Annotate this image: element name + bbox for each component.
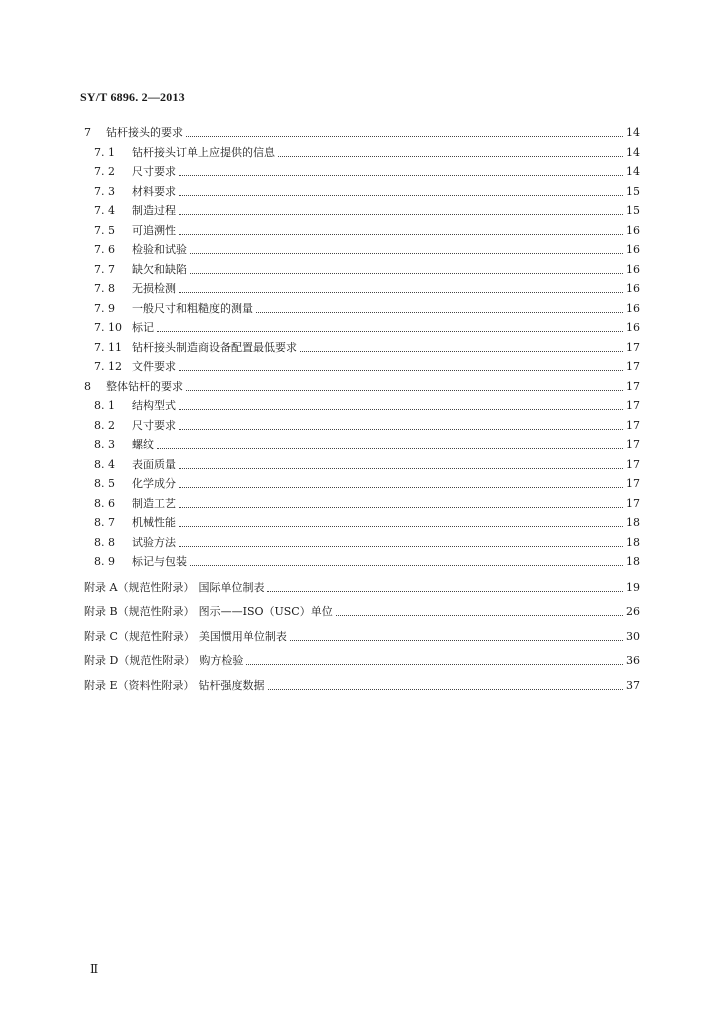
toc-section-entry[interactable]	[94, 321, 640, 335]
appendix-label: 附录 B（规范性附录）	[84, 605, 195, 618]
toc-title: 检验和试验	[132, 243, 187, 256]
toc-appendix-entry[interactable]	[84, 679, 640, 693]
toc-title: 图示——ISO（USC）单位	[198, 605, 333, 618]
appendix-label: 附录 D（规范性附录）	[84, 654, 196, 667]
toc-page-number: 26	[626, 605, 640, 618]
toc-title: 标记	[132, 321, 154, 334]
dot-leader	[290, 639, 623, 641]
toc-number: 7	[84, 126, 91, 139]
toc-title: 表面质量	[132, 457, 176, 471]
toc-page-number: 17	[626, 379, 640, 393]
toc-page-number: 15	[626, 204, 640, 217]
toc-appendix-entry[interactable]	[84, 654, 640, 668]
toc-title: 整体钻杆的要求	[106, 379, 183, 393]
toc-title: 化学成分	[132, 477, 176, 490]
dot-leader	[186, 389, 623, 391]
toc-title: 制造工艺	[132, 496, 176, 510]
toc-page-number: 17	[626, 418, 640, 432]
toc-number: 8. 3	[94, 438, 115, 451]
toc-number: 8. 6	[94, 496, 115, 510]
toc-page-number: 16	[626, 301, 640, 315]
toc-number: 7. 10	[94, 321, 122, 334]
dot-leader	[179, 408, 623, 410]
toc-title: 无损检测	[132, 282, 176, 295]
dot-leader	[157, 330, 623, 332]
dot-leader	[179, 213, 623, 215]
toc-section-entry[interactable]	[94, 399, 640, 413]
dot-leader	[186, 135, 623, 137]
toc-number: 7. 5	[94, 223, 115, 237]
dot-leader	[336, 614, 623, 616]
dot-leader	[190, 272, 623, 274]
toc-title: 购方检验	[199, 654, 244, 667]
toc-number: 8. 4	[94, 457, 115, 471]
toc-appendix-entry[interactable]	[84, 605, 640, 619]
toc-number: 8	[84, 379, 91, 393]
toc-title: 尺寸要求	[132, 165, 176, 178]
toc-section-entry[interactable]	[94, 243, 640, 257]
dot-leader	[179, 194, 623, 196]
dot-leader	[300, 350, 623, 352]
toc-section-entry[interactable]	[94, 360, 640, 374]
toc-section-entry[interactable]	[94, 555, 640, 569]
toc-page-number: 14	[626, 126, 640, 139]
toc-section-entry[interactable]	[94, 204, 640, 218]
toc-title: 缺欠和缺陷	[132, 262, 187, 276]
toc-number: 7. 7	[94, 262, 115, 276]
toc-number: 8. 5	[94, 477, 115, 490]
dot-leader	[246, 663, 623, 665]
dot-leader	[179, 486, 623, 488]
dot-leader	[256, 311, 623, 313]
toc-title: 机械性能	[132, 516, 176, 529]
toc-page-number: 16	[626, 282, 640, 295]
dot-leader	[179, 291, 623, 293]
toc-title: 美国惯用单位制表	[198, 629, 287, 643]
toc-title: 文件要求	[132, 360, 176, 373]
toc-page-number: 17	[626, 477, 640, 490]
toc-section-entry[interactable]	[94, 497, 640, 511]
toc-page-number: 19	[626, 580, 640, 594]
toc-title: 一般尺寸和粗糙度的测量	[132, 301, 253, 315]
toc-section-entry[interactable]	[94, 536, 640, 550]
dot-leader	[179, 545, 623, 547]
toc-title: 螺纹	[132, 438, 154, 451]
toc-section-entry[interactable]	[94, 302, 640, 316]
toc-chapter-entry[interactable]	[84, 126, 640, 140]
toc-section-entry[interactable]	[94, 146, 640, 160]
toc-number: 7. 3	[94, 184, 115, 198]
toc-page-number: 16	[626, 262, 640, 276]
toc-page-number: 17	[626, 438, 640, 451]
dot-leader	[179, 174, 623, 176]
dot-leader	[157, 447, 623, 449]
dot-leader	[278, 155, 623, 157]
toc-title: 材料要求	[132, 184, 176, 198]
toc-title: 钻杆接头的要求	[106, 126, 183, 139]
dot-leader	[267, 590, 623, 592]
toc-section-entry[interactable]	[94, 282, 640, 296]
toc-page-number: 36	[626, 654, 640, 667]
toc-section-entry[interactable]	[94, 263, 640, 277]
toc-page-number: 14	[626, 145, 640, 159]
toc-page-number: 16	[626, 223, 640, 237]
toc-title: 制造过程	[132, 204, 176, 217]
toc-section-entry[interactable]	[94, 458, 640, 472]
toc-number: 7. 9	[94, 301, 115, 315]
toc-page-number: 15	[626, 184, 640, 198]
toc-title: 标记与包装	[132, 555, 187, 568]
toc-section-entry[interactable]	[94, 185, 640, 199]
toc-title: 试验方法	[132, 535, 176, 549]
toc-section-entry[interactable]	[94, 438, 640, 452]
toc-title: 国际单位制表	[198, 580, 265, 594]
toc-section-entry[interactable]	[94, 341, 640, 355]
toc-page-number: 18	[626, 555, 640, 568]
toc-number: 8. 2	[94, 418, 115, 432]
toc-page-number: 14	[626, 165, 640, 178]
toc-title: 尺寸要求	[132, 418, 176, 432]
toc-number: 7. 8	[94, 282, 115, 295]
toc-section-entry[interactable]	[94, 516, 640, 530]
toc-page-number: 18	[626, 516, 640, 529]
toc-number: 7. 12	[94, 360, 122, 373]
toc-page-number: 30	[626, 629, 640, 643]
toc-number: 7. 11	[94, 340, 122, 354]
toc-section-entry[interactable]	[94, 419, 640, 433]
toc-title: 结构型式	[132, 399, 176, 412]
toc-appendix-entry[interactable]	[84, 581, 640, 595]
toc-chapter-entry[interactable]	[84, 380, 640, 394]
toc-title: 可追溯性	[132, 223, 176, 237]
toc-number: 7. 6	[94, 243, 115, 256]
dot-leader	[179, 369, 623, 371]
toc-page-number: 17	[626, 360, 640, 373]
toc-number: 7. 1	[94, 145, 115, 159]
page-number: Ⅱ	[90, 962, 99, 976]
dot-leader	[179, 428, 623, 430]
toc-title: 钻杆接头订单上应提供的信息	[132, 145, 275, 159]
toc-section-entry[interactable]	[94, 477, 640, 491]
toc-page-number: 18	[626, 535, 640, 549]
dot-leader	[179, 506, 623, 508]
document-code: SY/T 6896. 2—2013	[80, 90, 185, 104]
toc-number: 7. 4	[94, 204, 115, 217]
toc-number: 8. 7	[94, 516, 115, 529]
appendix-label: 附录 E（资料性附录）	[84, 678, 195, 692]
toc-page-number: 17	[626, 496, 640, 510]
toc-number: 7. 2	[94, 165, 115, 178]
toc-appendix-entry[interactable]	[84, 630, 640, 644]
toc-page-number: 17	[626, 457, 640, 471]
toc-title: 钻杆强度数据	[198, 678, 265, 692]
dot-leader	[190, 252, 623, 254]
appendix-label: 附录 C（规范性附录）	[84, 629, 195, 643]
dot-leader	[179, 233, 623, 235]
dot-leader	[179, 525, 623, 527]
toc-title: 钻杆接头制造商设备配置最低要求	[132, 340, 297, 354]
toc-page-number: 17	[626, 340, 640, 354]
appendix-label: 附录 A（规范性附录）	[84, 580, 195, 594]
toc-page-number: 16	[626, 243, 640, 256]
toc-page-number: 16	[626, 321, 640, 334]
toc-section-entry[interactable]	[94, 165, 640, 179]
toc-number: 8. 9	[94, 555, 115, 568]
toc-page-number: 37	[626, 678, 640, 692]
toc-number: 8. 8	[94, 535, 115, 549]
dot-leader	[268, 688, 623, 690]
toc-page-number: 17	[626, 399, 640, 412]
toc-section-entry[interactable]	[94, 224, 640, 238]
dot-leader	[190, 564, 623, 566]
toc-number: 8. 1	[94, 399, 115, 412]
dot-leader	[179, 467, 623, 469]
